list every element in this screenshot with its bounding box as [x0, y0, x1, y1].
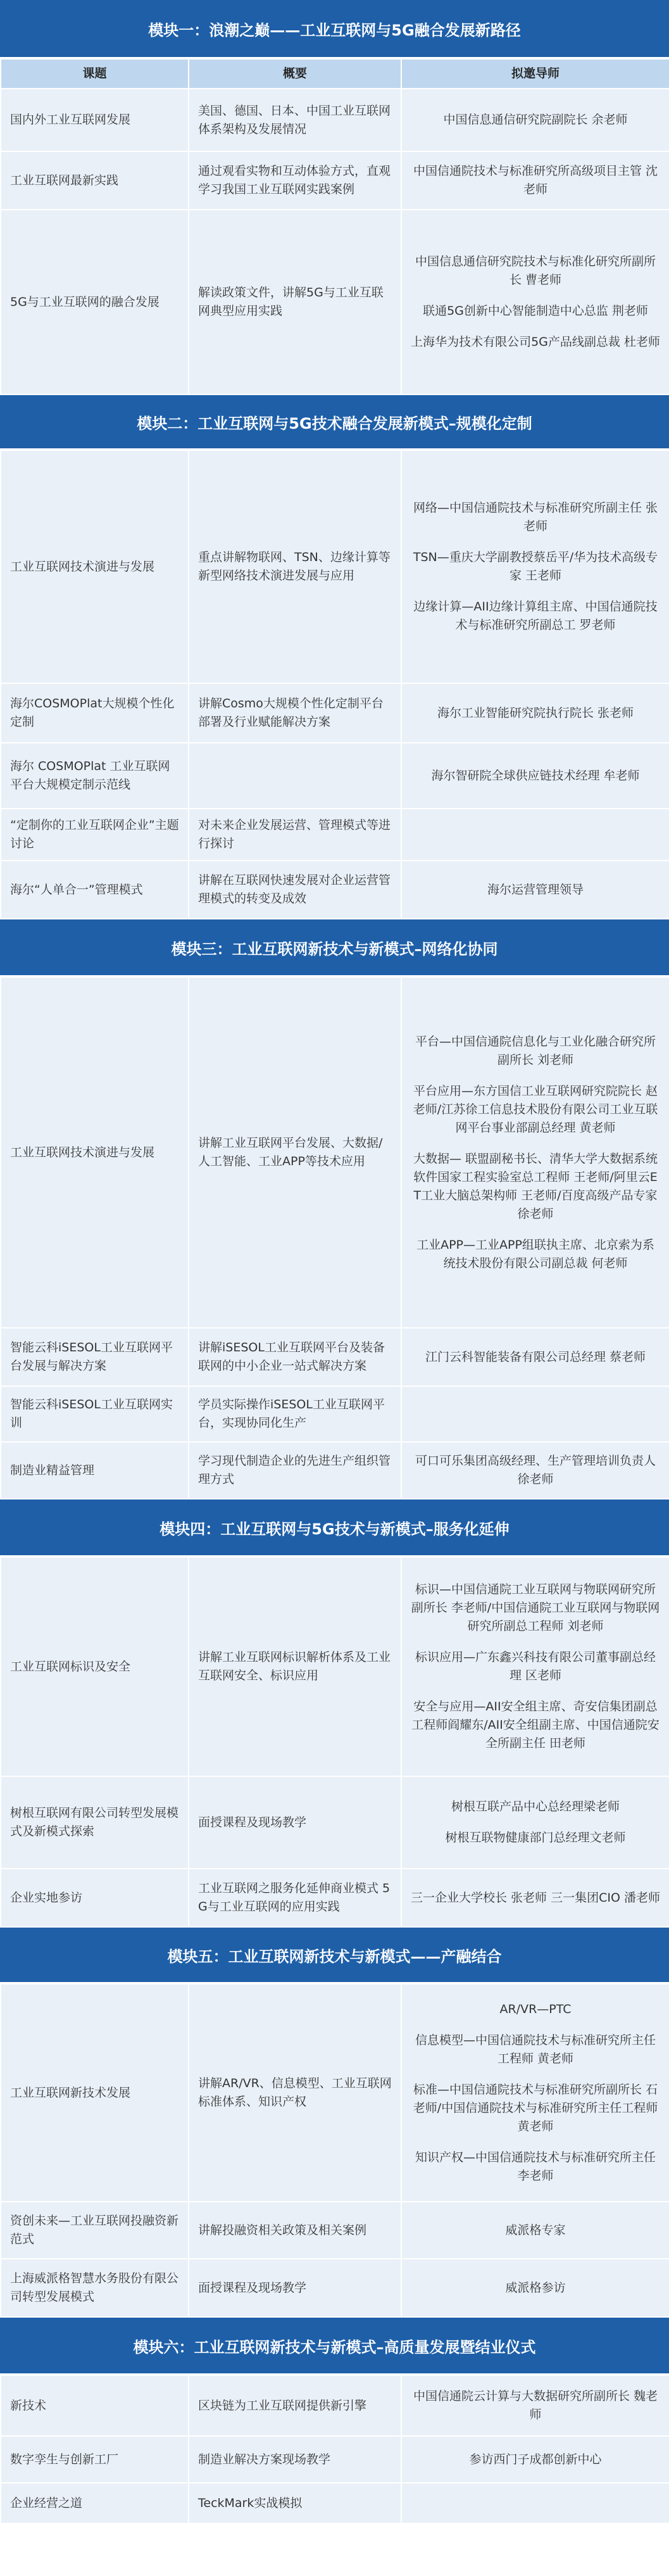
table-row [1, 151, 669, 210]
row-topic: 制造业精益管理 [1, 1442, 189, 1499]
table-row [1, 1869, 669, 1927]
instructor-entry: 知识产权—中国信通院技术与标准研究所主任 李老师 [415, 2150, 656, 2183]
row-topic: 国内外工业互联网发展 [1, 89, 189, 151]
instructor-entry: 工业APP—工业APP组联执主席、北京索为系统技术股份有限公司副总裁 何老师 [416, 1237, 654, 1270]
row-instructor [401, 1442, 669, 1499]
row-summary: 解读政策文件，讲解5G与工业互联网典型应用实践 [189, 210, 401, 395]
table-row [1, 450, 669, 683]
row-topic: 上海威派格智慧水务股份有限公司转型发展模式 [1, 2259, 189, 2317]
row-summary: 讲解工业互联网标识解析体系及工业互联网安全、标识应用 [189, 1557, 401, 1776]
table-row [1, 1328, 669, 1386]
row-topic: 树根互联网有限公司转型发展模式及新模式探索 [1, 1776, 189, 1869]
instructor-entry: 海尔智研院全球供应链技术经理 牟老师 [431, 768, 640, 783]
table-row [1, 210, 669, 395]
row-summary: 讲解AR/VR、信息模型、工业互联网标准体系、知识产权 [189, 1984, 401, 2202]
instructor-entry: 海尔工业智能研究院执行院长 张老师 [437, 705, 634, 720]
row-instructor [401, 151, 669, 210]
instructor-entry: 中国信通院技术与标准研究所高级项目主管 沈老师 [413, 164, 658, 196]
instructor-entry: 中国信息通信研究院技术与标准化研究所副所长 曹老师 [415, 255, 656, 287]
instructor-entry: 平台—中国信通院信息化与工业化融合研究所副所长 刘老师 [415, 1034, 656, 1067]
instructor-entry: 三一企业大学校长 张老师 三一集团CIO 潘老师 [411, 1890, 660, 1905]
row-instructor [401, 1328, 669, 1386]
row-summary: 工业互联网之服务化延伸商业模式 5G与工业互联网的应用实践 [189, 1869, 401, 1927]
table-header-row [1, 59, 669, 89]
instructor-entry: 平台应用—东方国信工业互联网研究院院长 赵老师/江苏徐工信息技术股份有限公司工业互联网平台事业部副总经理 黄老师 [413, 1083, 658, 1135]
table-row [1, 1442, 669, 1499]
instructor-entry: TSN—重庆大学副教授蔡岳平/华为技术高级专家 王老师 [413, 550, 658, 583]
row-topic: 海尔 COSMOPlat 工业互联网平台大规模定制示范线 [1, 743, 189, 809]
row-topic: 海尔COSMOPlat大规模个性化定制 [1, 683, 189, 743]
table-row [1, 809, 669, 861]
module-4-title: 模块四：工业互联网与5G技术与新模式–服务化延伸 [0, 1500, 669, 1556]
row-summary: 学员实际操作iSESOL工业互联网平台，实现协同化生产 [189, 1386, 401, 1442]
row-instructor [401, 743, 669, 809]
header-summary: 概要 [189, 59, 401, 89]
module-1-table [0, 58, 669, 395]
row-instructor [401, 861, 669, 919]
instructor-entry: 信息模型—中国信通院技术与标准研究所主任工程师 黄老师 [415, 2033, 656, 2066]
instructor-entry: 标识应用—广东鑫兴科技有限公司董事副总经理 区老师 [415, 1650, 656, 1683]
row-topic: 智能云科iSESOL工业互联网平台发展与解决方案 [1, 1328, 189, 1386]
table-row [1, 743, 669, 809]
table-row [1, 1984, 669, 2202]
instructor-entry: 树根互联物健康部门总经理文老师 [445, 1831, 626, 1845]
header-topic: 课题 [1, 59, 189, 89]
row-instructor [401, 1776, 669, 1869]
instructor-entry: 大数据— 联盟副秘书长、清华大学大数据系统软件国家工程实验室总工程师 王老师/阿里云ET工业大脑总架构师 王老师/百度高级产品专家 徐老师 [413, 1151, 658, 1221]
row-instructor [401, 683, 669, 743]
instructor-entry: 中国信通院云计算与大数据研究所副所长 魏老师 [413, 2389, 658, 2421]
row-summary: 对未来企业发展运营、管理模式等进行探讨 [189, 809, 401, 861]
module-3-table [0, 976, 669, 1500]
instructor-entry: AR/VR—PTC [499, 2002, 572, 2016]
row-instructor [401, 1386, 669, 1442]
row-summary: 讲解Cosmo大规模个性化定制平台部署及行业赋能解决方案 [189, 683, 401, 743]
row-summary: 通过观看实物和互动体验方式，直观学习我国工业互联网实践案例 [189, 151, 401, 210]
row-summary: 讲解投融资相关政策及相关案例 [189, 2202, 401, 2259]
instructor-entry: 海尔运营管理领导 [487, 882, 584, 897]
instructor-entry: 树根互联产品中心总经理梁老师 [451, 1800, 620, 1814]
instructor-entry: 威派格参访 [505, 2280, 566, 2295]
row-summary: 制造业解决方案现场教学 [189, 2436, 401, 2483]
row-topic: 工业互联网技术演进与发展 [1, 450, 189, 683]
table-row [1, 2375, 669, 2436]
row-instructor [401, 210, 669, 395]
row-summary: 讲解在互联网快速发展对企业运营管理模式的转变及成效 [189, 861, 401, 919]
row-topic: 数字孪生与创新工厂 [1, 2436, 189, 2483]
instructor-entry: 网络—中国信通院技术与标准研究所副主任 张老师 [413, 501, 658, 533]
row-topic: 企业实地参访 [1, 1869, 189, 1927]
instructor-entry: 安全与应用—AII安全组主席、奇安信集团副总工程师阎耀东/AII安全组副主席、中国信通院安全所副主任 田老师 [411, 1700, 660, 1750]
row-summary: 讲解工业互联网平台发展、大数据/人工智能、工业APP等技术应用 [189, 977, 401, 1328]
table-row [1, 2259, 669, 2317]
row-instructor [401, 450, 669, 683]
module-4-table [0, 1556, 669, 1928]
module-3-title: 模块三：工业互联网新技术与新模式–网络化协同 [0, 919, 669, 976]
row-instructor [401, 2375, 669, 2436]
row-summary: 面授课程及现场教学 [189, 2259, 401, 2317]
instructor-entry: 威派格专家 [505, 2223, 566, 2237]
table-row [1, 2483, 669, 2523]
row-instructor [401, 1557, 669, 1776]
module-6-title: 模块六：工业互联网新技术与新模式–高质量发展暨结业仪式 [0, 2318, 669, 2375]
row-topic: 企业经营之道 [1, 2483, 189, 2523]
table-row [1, 1386, 669, 1442]
row-summary: 美国、德国、日本、中国工业互联网体系架构及发展情况 [189, 89, 401, 151]
row-topic: 资创未来—工业互联网投融资新范式 [1, 2202, 189, 2259]
instructor-entry: 标识—中国信通院工业互联网与物联网研究所副所长 李老师/中国信通院工业互联网与物联网研究所副总工程师 刘老师 [411, 1582, 660, 1633]
row-instructor [401, 1869, 669, 1927]
row-summary: 区块链为工业互联网提供新引擎 [189, 2375, 401, 2436]
row-topic: 工业互联网新技术发展 [1, 1984, 189, 2202]
row-instructor [401, 809, 669, 861]
row-topic: 工业互联网标识及安全 [1, 1557, 189, 1776]
row-topic: “定制你的工业互联网企业”主题讨论 [1, 809, 189, 861]
instructor-entry: 上海华为技术有限公司5G产品线副总裁 杜老师 [411, 335, 660, 349]
module-5-title: 模块五：工业互联网新技术与新模式——产融结合 [0, 1928, 669, 1983]
header-instructor: 拟邀导师 [401, 59, 669, 89]
row-instructor [401, 1984, 669, 2202]
row-topic: 海尔“人单合一”管理模式 [1, 861, 189, 919]
instructor-entry: 联通5G创新中心智能制造中心总监 荆老师 [423, 304, 648, 318]
table-row [1, 89, 669, 151]
module-1-title: 模块一：浪潮之巅——工业互联网与5G融合发展新路径 [0, 0, 669, 58]
table-row [1, 861, 669, 919]
row-topic: 工业互联网技术演进与发展 [1, 977, 189, 1328]
row-topic: 智能云科iSESOL工业互联网实训 [1, 1386, 189, 1442]
table-row [1, 977, 669, 1328]
instructor-entry: 标准—中国信通院技术与标准研究所副所长 石老师/中国信通院技术与标准研究所主任工程师 黄老师 [413, 2083, 658, 2133]
row-instructor [401, 2436, 669, 2483]
instructor-entry: 参访西门子成都创新中心 [469, 2452, 602, 2466]
instructor-entry: 中国信息通信研究院副院长 余老师 [443, 113, 628, 127]
row-summary: 重点讲解物联网、TSN、边缘计算等新型网络技术演进发展与应用 [189, 450, 401, 683]
table-row [1, 683, 669, 743]
module-6-table [0, 2375, 669, 2524]
module-2-table [0, 450, 669, 919]
row-topic: 新技术 [1, 2375, 189, 2436]
row-instructor [401, 2259, 669, 2317]
table-row [1, 1557, 669, 1776]
row-instructor [401, 2202, 669, 2259]
module-2-title: 模块二：工业互联网与5G技术融合发展新模式–规模化定制 [0, 395, 669, 450]
instructor-entry: 江门云科智能装备有限公司总经理 蔡老师 [425, 1349, 646, 1364]
table-row [1, 1776, 669, 1869]
row-instructor [401, 2483, 669, 2523]
row-summary: 讲解iSESOL工业互联网平台及装备联网的中小企业一站式解决方案 [189, 1328, 401, 1386]
row-summary: TeckMark实战模拟 [189, 2483, 401, 2523]
row-summary: 面授课程及现场教学 [189, 1776, 401, 1869]
table-row [1, 2436, 669, 2483]
table-row [1, 2202, 669, 2259]
instructor-entry: 边缘计算—AII边缘计算组主席、中国信通院技术与标准研究所副总工 罗老师 [413, 600, 658, 632]
instructor-entry: 可口可乐集团高级经理、生产管理培训负责人 徐老师 [415, 1454, 656, 1486]
row-topic: 工业互联网最新实践 [1, 151, 189, 210]
row-summary: 学习现代制造企业的先进生产组织管理方式 [189, 1442, 401, 1499]
row-summary [189, 743, 401, 809]
row-instructor [401, 89, 669, 151]
row-instructor [401, 977, 669, 1328]
module-5-table [0, 1983, 669, 2318]
row-topic: 5G与工业互联网的融合发展 [1, 210, 189, 395]
